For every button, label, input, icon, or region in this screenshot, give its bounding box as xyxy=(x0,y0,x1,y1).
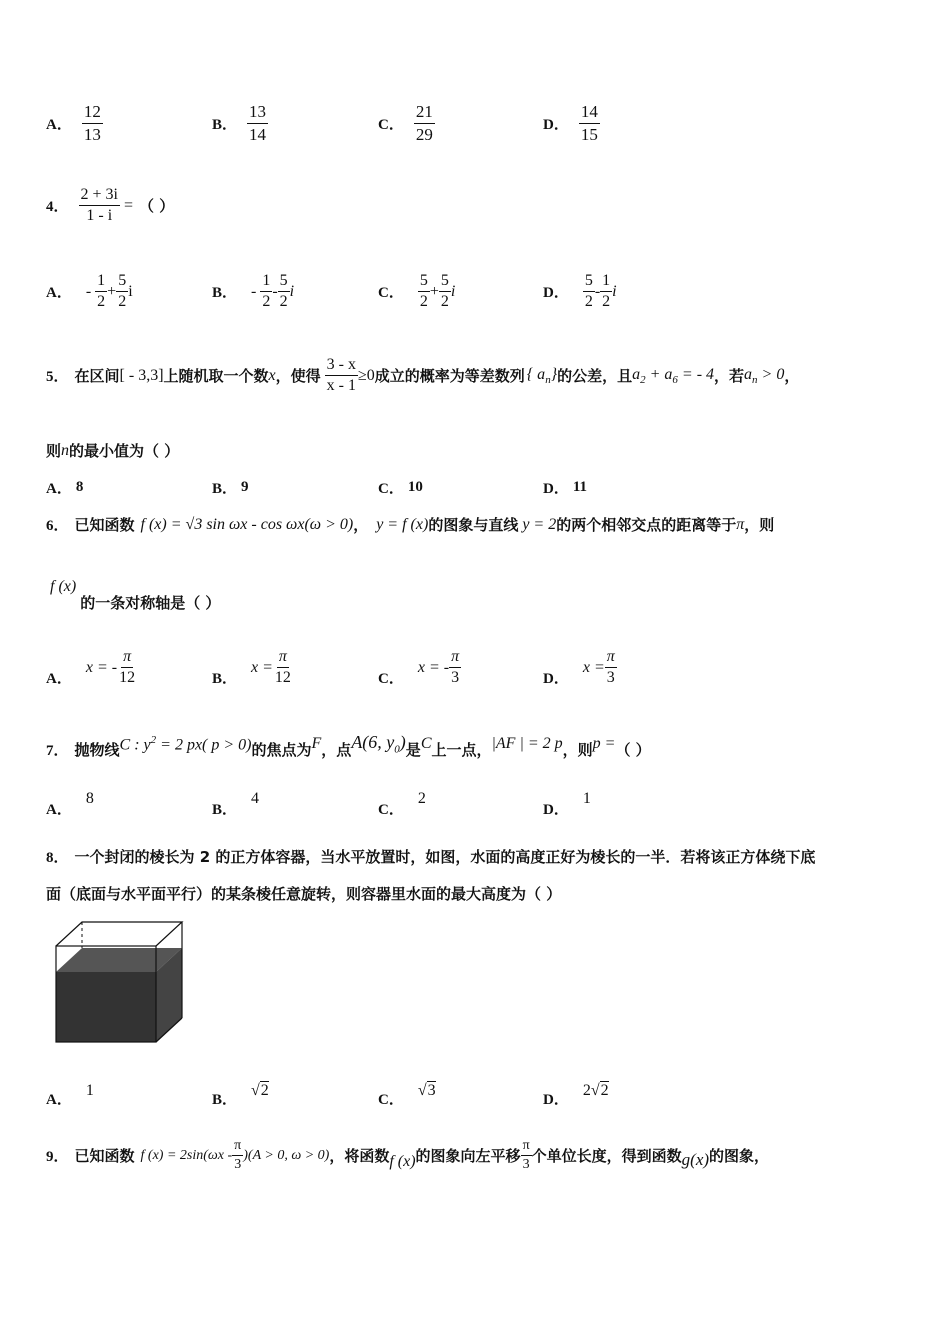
q5-option-c[interactable]: C． 10 xyxy=(378,479,423,497)
fraction: $\frac{5}{2}$ xyxy=(440,272,449,311)
q8-stem-line1: 8． 一个封闭的棱长为 2 的正方体容器，当水平放置时，如图，水面的高度正好为棱长的一半．若将该正方体绕下底 xyxy=(46,848,816,866)
q5-inequality: $\frac{3 - x}{x - 1}$ xyxy=(326,356,356,395)
q5-stem-line2: 则 n 的最小值为（ ） xyxy=(46,441,180,460)
q8-option-c[interactable]: C． √3 xyxy=(378,1081,436,1108)
fraction: $\frac{\pi}{3}$ xyxy=(606,648,615,687)
question-number: 5． xyxy=(46,369,69,386)
answer-paren: （ ） xyxy=(139,197,175,216)
q5-option-b[interactable]: B． 9 xyxy=(212,479,249,497)
q4-option-a[interactable]: A． - $\frac{1}{2}$ + $\frac{5}{2}$ i xyxy=(46,272,133,311)
q7-option-d[interactable]: D． 1 xyxy=(543,789,591,818)
fraction: $\frac{\pi}{12}$ xyxy=(274,648,291,687)
option-label: C． xyxy=(378,116,404,133)
q3-option-a[interactable] xyxy=(46,102,103,144)
cube-water-figure xyxy=(52,918,188,1048)
option-label: D． xyxy=(543,116,569,133)
fraction: $\frac{14}{15}$ xyxy=(580,102,598,144)
q6-option-b[interactable]: B． x = $\frac{\pi}{12}$ xyxy=(212,648,291,688)
q5-stem: 5． 在区间 [ - 3,3] 上随机取一个数 x ，使得 $\frac{3 - x}{x - 1}$ ≥0 成立的概率为等差数列 { $a_n$} 的公差，且 $a_2 + a_6$ = - 4 ，若 $a_n > 0$ ， xyxy=(46,356,800,395)
fraction: $\frac{13}{14}$ xyxy=(249,102,267,144)
fraction: $\frac{1}{2}$ xyxy=(602,272,611,311)
question-number: 4． xyxy=(46,199,69,216)
q6-function: f (x) = √3 sin ωx - cos ωx(ω > 0) xyxy=(140,515,354,533)
question-number: 9． xyxy=(46,1149,69,1166)
fraction: $\frac{5}{2}$ xyxy=(118,272,127,311)
option-label: A． xyxy=(46,116,72,133)
q7-option-a[interactable]: A． 8 xyxy=(46,789,94,818)
q7-option-c[interactable]: C． 2 xyxy=(378,789,426,818)
fraction: $\frac{1}{2}$ xyxy=(97,272,106,311)
fraction: $\frac{\pi}{3}$ xyxy=(451,648,460,687)
answer-paren: （ ） xyxy=(615,741,651,760)
q8-option-b[interactable]: B． √2 xyxy=(212,1081,269,1108)
question-number: 7． xyxy=(46,743,69,760)
question-number: 8． xyxy=(46,850,69,866)
q4-expression: $\frac{2 + 3i}{1 - i}$ xyxy=(80,186,118,225)
q6-option-a[interactable]: A． x = - $\frac{\pi}{12}$ xyxy=(46,648,136,688)
question-number: 6． xyxy=(46,518,69,534)
fraction: $\frac{5}{2}$ xyxy=(584,272,593,311)
q3-option-d[interactable] xyxy=(543,102,600,144)
q6-stem-line2: f (x) 的一条对称轴是（ ） xyxy=(50,577,221,612)
q5-option-d[interactable]: D． 11 xyxy=(543,479,588,497)
fraction: $\frac{5}{2}$ xyxy=(419,272,428,311)
fraction: $\frac{1}{2}$ xyxy=(262,272,271,311)
option-label: B． xyxy=(212,116,238,133)
q9-stem: 9． 已知函数 f (x) = 2sin(ωx - $\frac{\pi}{3}$ )(A > 0, ω > 0) ，将函数 f (x) 的图象向左平移 $\frac{\pi}{3}$ 个单位长度，得到函数 g(x) 的图象， xyxy=(46,1138,770,1173)
q8-stem-line2: 面（底面与水平面平行）的某条棱任意旋转，则容器里水面的最大高度为（ ） xyxy=(46,885,562,903)
q5-option-a[interactable]: A． 8 xyxy=(46,479,84,497)
fraction: $\frac{\pi}{3}$ xyxy=(522,1138,530,1173)
fraction: $\frac{21}{29}$ xyxy=(415,102,433,144)
fraction: $\frac{12}{13}$ xyxy=(83,102,101,144)
q3-option-b[interactable] xyxy=(212,102,268,144)
q4-stem: 4． $\frac{2 + 3i}{1 - i}$ = （ ） xyxy=(46,186,175,225)
fraction: $\frac{5}{2}$ xyxy=(279,272,288,311)
fraction: $\frac{\pi}{12}$ xyxy=(119,648,136,687)
q6-option-d[interactable]: D． x = $\frac{\pi}{3}$ xyxy=(543,648,615,688)
q4-option-c[interactable]: C． $\frac{5}{2}$ + $\frac{5}{2}$ i xyxy=(378,272,456,311)
q7-option-b[interactable]: B． 4 xyxy=(212,789,260,818)
q3-option-c[interactable] xyxy=(378,102,435,144)
q8-option-d[interactable]: D． 2√2 xyxy=(543,1081,609,1108)
fraction: $\frac{\pi}{3}$ xyxy=(234,1138,242,1173)
water-front xyxy=(56,972,156,1042)
q7-stem: 7． 抛物线 C : $y^2 = 2$ px( p > 0) 的焦点为 F ，点 A(6, $y_0$) 是 C 上一点， |AF | = 2 p ，则 p = （ ） xyxy=(46,732,651,760)
cube-top-edges xyxy=(56,922,182,946)
q4-option-d[interactable]: D． $\frac{5}{2}$ - $\frac{1}{2}$ i xyxy=(543,272,617,311)
q6-option-c[interactable]: C． x = - $\frac{\pi}{3}$ xyxy=(378,648,460,688)
q6-stem: 6． 已知函数 f (x) = √3 sin ωx - cos ωx(ω > 0) ， y = f (x) 的图象与直线 y = 2 的两个相邻交点的距离等于 π ，则 xyxy=(46,515,775,534)
q8-option-a[interactable]: A． 1 xyxy=(46,1081,94,1108)
q4-option-b[interactable]: B． - $\frac{1}{2}$ - $\frac{5}{2}$ i xyxy=(212,272,295,311)
